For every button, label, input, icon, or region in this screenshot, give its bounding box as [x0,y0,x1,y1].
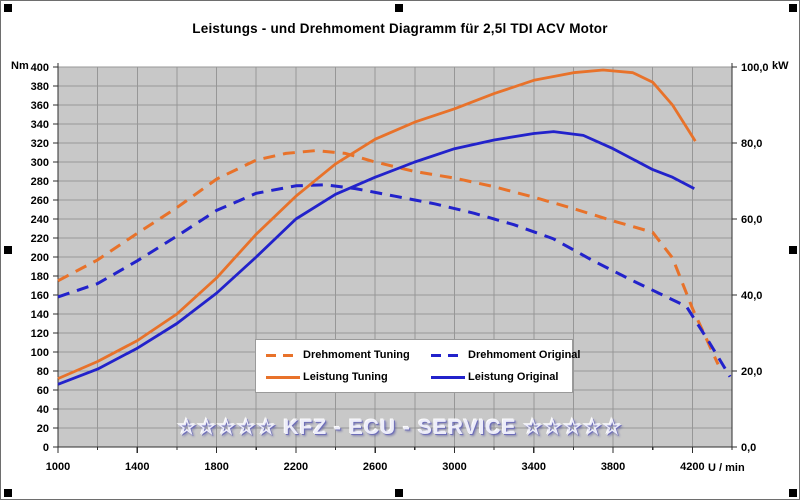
legend-dashed-line-sample [266,354,300,357]
y-left-tick-label: 180 [30,271,49,283]
y-right-tick-label: 0,0 [741,442,757,454]
legend-label: Drehmoment Original [468,349,581,361]
selection-handle-bottom-left[interactable] [4,489,12,497]
selection-handle-middle-left[interactable] [4,246,12,254]
legend-label: Leistung Tuning [303,371,388,383]
y-right-tick-label: 20,0 [741,366,763,378]
y-left-tick-label: 80 [36,366,49,378]
legend-label: Leistung Original [468,371,559,383]
x-tick-label: 1400 [125,461,150,473]
x-tick-label: 1800 [204,461,229,473]
y-left-tick-label: 280 [30,176,49,188]
selection-handle-top-center[interactable] [395,4,403,12]
y-left-tick-label: 240 [30,214,49,226]
x-tick-label: 3400 [521,461,547,473]
x-tick-label: 1000 [45,461,71,473]
legend-label: Drehmoment Tuning [303,349,410,361]
y-right-axis-unit: kW [772,60,789,72]
y-left-tick-label: 340 [30,119,49,131]
y-left-tick-label: 300 [30,157,49,169]
y-right-tick-label: 80,0 [741,138,763,150]
y-left-tick-label: 60 [36,385,49,397]
y-right-tick-label: 100,0 [741,62,769,74]
selection-handle-middle-right[interactable] [789,246,797,254]
y-left-tick-label: 320 [30,138,49,150]
y-left-tick-label: 140 [30,309,49,321]
legend-entry-drehmoment-original [431,349,580,361]
selection-handle-top-right[interactable] [789,4,797,12]
y-left-tick-label: 260 [30,195,49,207]
y-right-tick-label: 60,0 [741,214,763,226]
x-tick-label: 4200 [680,461,705,473]
selection-handle-bottom-right[interactable] [789,489,797,497]
watermark: ☆☆☆☆☆ KFZ - ECU - SERVICE ☆☆☆☆☆ [177,416,623,439]
x-tick-label: 2600 [362,461,388,473]
legend-dashed-line-sample [431,354,465,357]
selection-handle-top-left[interactable] [4,4,12,12]
legend-solid-line-sample [266,376,300,379]
legend-entry-leistung-tuning [266,371,431,383]
y-left-tick-label: 40 [36,404,49,416]
x-tick-label: 3000 [442,461,467,473]
y-left-tick-label: 200 [30,252,49,264]
legend-solid-line-sample [431,376,465,379]
legend[interactable] [255,339,581,393]
y-left-tick-label: 380 [30,81,49,93]
x-axis-unit: U / min [708,462,745,474]
legend-entry-drehmoment-tuning [266,349,431,361]
y-left-tick-label: 360 [30,100,49,112]
y-left-tick-label: 160 [30,290,49,302]
legend-entry-leistung-original [431,371,580,383]
y-right-tick-label: 40,0 [741,290,763,302]
y-left-axis-unit: Nm [11,60,29,72]
selection-handle-bottom-center[interactable] [395,489,403,497]
y-left-tick-label: 20 [36,423,49,435]
y-left-tick-label: 0 [42,442,49,454]
chart-title: Leistungs - und Drehmoment Diagramm für 2,5l TDI ACV Motor [192,21,608,36]
y-left-tick-label: 400 [30,62,49,74]
y-left-tick-label: 220 [30,233,49,245]
y-left-tick-label: 100 [30,347,49,359]
x-tick-label: 3800 [600,461,626,473]
y-left-tick-label: 120 [30,328,49,340]
x-tick-label: 2200 [283,461,309,473]
